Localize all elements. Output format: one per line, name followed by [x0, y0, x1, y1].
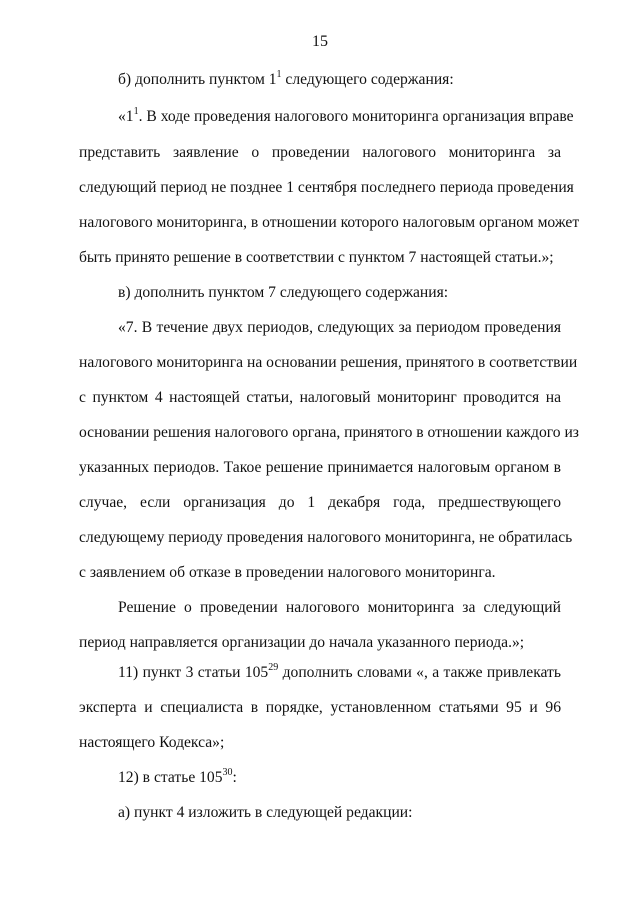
quote-7-line-2: налогового мониторинга на основании решения, принятого в соответствии: [79, 354, 578, 371]
decision-line-1: Решение о проведении налогового мониторинга за следующий: [118, 599, 561, 616]
item-11-line-2: эксперта и специалиста в порядке, установленном статьями 95 и 96: [79, 699, 561, 716]
paragraph-v-line-1: в) дополнить пунктом 7 следующего содержания:: [118, 284, 449, 301]
quote-1-line-2: представить заявление о проведении налогового мониторинга за: [79, 144, 561, 161]
quote-1-line-1: [118, 105, 574, 127]
quote-7-line-5: указанных периодов. Такое решение принимается налоговым органом в: [79, 459, 561, 476]
text: дополнить словами «, а также привлекать: [278, 664, 561, 681]
superscript: 29: [268, 661, 279, 673]
page-number: 15: [312, 33, 328, 50]
text: :: [232, 769, 237, 786]
item-12-line-1: [118, 768, 561, 788]
quote-7-line-3: с пунктом 4 настоящей статьи, налоговый мониторинг проводится на: [79, 389, 561, 406]
quote-7-line-8: с заявлением об отказе в проведении налогового мониторинга.: [79, 564, 496, 581]
quote-1-line-5: быть принято решение в соответствии с пунктом 7 настоящей статьи.»;: [79, 249, 554, 266]
text: следующего содержания:: [281, 71, 454, 88]
text: б) дополнить пунктом 1: [118, 71, 277, 88]
quote-7-line-1: «7. В течение двух периодов, следующих за периодом проведения: [118, 319, 561, 336]
superscript: 30: [222, 766, 233, 778]
item-11-line-3: настоящего Кодекса»;: [79, 734, 225, 751]
text: «1: [118, 108, 134, 125]
quote-7-line-4: основании решения налогового органа, принятого в отношении каждого из: [79, 424, 579, 441]
quote-7-line-7: следующему периоду проведения налогового мониторинга, не обратилась: [79, 529, 573, 546]
quote-1-line-3: следующий период не позднее 1 сентября последнего периода проведения: [79, 179, 574, 196]
text: 12) в статье 105: [118, 769, 223, 786]
text: . В ходе проведения налогового мониторинга организация вправе: [138, 108, 574, 125]
quote-7-line-6: случае, если организация до 1 декабря года, предшествующего: [79, 494, 561, 511]
decision-line-2: период направляется организации до начала указанного периода.»;: [79, 634, 525, 651]
paragraph-b-line-1: [118, 70, 561, 90]
quote-1-line-4: налогового мониторинга, в отношении которого налоговым органом может: [79, 214, 580, 231]
superscript: 1: [276, 68, 282, 80]
superscript: 1: [133, 105, 139, 117]
text: 11) пункт 3 статьи 105: [118, 664, 269, 681]
item-12a-line-1: а) пункт 4 изложить в следующей редакции:: [118, 804, 413, 821]
item-11-line-1: [118, 663, 561, 683]
